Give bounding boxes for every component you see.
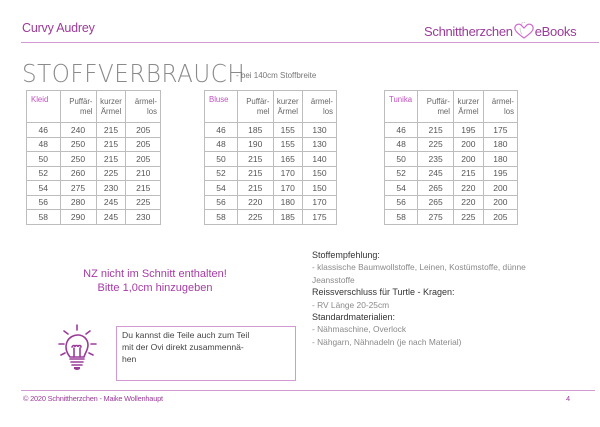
size-cell: 58	[205, 210, 238, 225]
column-header-line: Puffär-	[246, 96, 270, 106]
column-header	[96, 91, 126, 123]
column-header	[454, 91, 484, 123]
materials-item-1: - Nähmaschine, Overlock	[312, 324, 407, 335]
column-header-line: ärmel-	[310, 96, 333, 106]
size-cell: 52	[205, 166, 238, 181]
column-header-line: Ärmel	[458, 106, 479, 116]
category-label: Kleid	[27, 91, 61, 123]
table-row	[205, 210, 337, 225]
page-number: 4	[566, 394, 571, 403]
value-cell: 215	[418, 123, 454, 138]
size-cell: 46	[205, 123, 238, 138]
fabric-table-bluse	[204, 90, 337, 225]
seam-allowance-note	[40, 267, 270, 295]
header-title: Curvy Audrey	[22, 21, 95, 35]
value-cell: 230	[126, 210, 161, 225]
value-cell: 220	[454, 195, 484, 210]
brand-logo	[424, 22, 576, 40]
value-cell: 260	[60, 166, 96, 181]
value-cell: 235	[418, 152, 454, 167]
value-cell: 225	[238, 210, 274, 225]
value-cell: 290	[60, 210, 96, 225]
value-cell: 220	[238, 195, 274, 210]
value-cell: 225	[418, 137, 454, 152]
fabric-item-1: - klassische Baumwollstoffe, Leinen, Kostümstoffe, dünne	[312, 262, 526, 273]
value-cell: 175	[483, 123, 517, 138]
value-cell: 180	[273, 195, 303, 210]
fabric-table-kleid	[26, 90, 161, 225]
value-cell: 275	[60, 181, 96, 196]
value-cell: 225	[96, 166, 126, 181]
zipper-heading: Reissverschluss für Turtle - Kragen:	[312, 287, 455, 298]
value-cell: 225	[126, 195, 161, 210]
table-row	[27, 181, 161, 196]
brand-suffix: eBooks	[534, 24, 577, 39]
value-cell: 190	[238, 137, 274, 152]
value-cell: 240	[60, 123, 96, 138]
value-cell: 140	[303, 152, 337, 167]
size-cell: 56	[205, 195, 238, 210]
page-subtitle: - bei 140cm Stoffbreite	[236, 71, 317, 80]
value-cell: 245	[96, 210, 126, 225]
value-cell: 185	[238, 123, 274, 138]
value-cell: 225	[454, 210, 484, 225]
value-cell: 210	[126, 166, 161, 181]
value-cell: 130	[303, 137, 337, 152]
size-cell: 50	[27, 152, 61, 167]
value-cell: 205	[126, 137, 161, 152]
value-cell: 200	[483, 181, 517, 196]
footer-divider	[21, 390, 595, 391]
table-row	[385, 137, 518, 152]
value-cell: 230	[96, 181, 126, 196]
tip-line-1: Du kannst die Teile auch zum Teil	[122, 330, 250, 340]
table-row	[385, 166, 518, 181]
tip-line-2: mit der Ovi direkt zusammennä-	[122, 342, 244, 352]
table-row	[27, 166, 161, 181]
value-cell: 250	[60, 152, 96, 167]
note-line-2: Bitte 1,0cm hinzugeben	[97, 282, 213, 294]
value-cell: 215	[454, 166, 484, 181]
size-cell: 50	[205, 152, 238, 167]
value-cell: 185	[273, 210, 303, 225]
table-row	[385, 210, 518, 225]
category-label: Tunika	[385, 91, 418, 123]
note-line-1: NZ nicht im Schnitt enthalten!	[83, 268, 227, 280]
table-row	[385, 152, 518, 167]
table-header-row	[205, 91, 337, 123]
size-cell: 54	[205, 181, 238, 196]
column-header-line: mel	[256, 106, 270, 116]
table-header-row	[385, 91, 518, 123]
column-header-line: Ärmel	[277, 106, 298, 116]
value-cell: 175	[303, 210, 337, 225]
table-row	[27, 137, 161, 152]
size-cell: 52	[385, 166, 418, 181]
materials-heading: Standardmaterialien:	[312, 312, 396, 323]
value-cell: 215	[238, 166, 274, 181]
table-row	[205, 166, 337, 181]
value-cell: 265	[418, 195, 454, 210]
materials-item-2: - Nähgarn, Nähnadeln (je nach Material)	[312, 336, 462, 347]
value-cell: 215	[238, 152, 274, 167]
column-header-line: mel	[437, 106, 451, 116]
table-row	[205, 195, 337, 210]
value-cell: 165	[273, 152, 303, 167]
fabric-item-2: Jeansstoffe	[312, 274, 355, 285]
value-cell: 155	[273, 137, 303, 152]
column-header-line: ärmel-	[491, 96, 514, 106]
value-cell: 245	[96, 195, 126, 210]
fabric-heading: Stoffempfehlung:	[312, 250, 380, 260]
column-header-line: Puffär-	[69, 96, 93, 106]
value-cell: 265	[418, 181, 454, 196]
value-cell: 150	[303, 181, 337, 196]
table-row	[385, 181, 518, 196]
table-row	[205, 137, 337, 152]
value-cell: 200	[454, 137, 484, 152]
column-header-line: los	[147, 106, 157, 116]
header-divider	[21, 42, 599, 43]
value-cell: 195	[454, 123, 484, 138]
lightbulb-icon	[58, 324, 98, 372]
column-header-line: Ärmel	[100, 106, 122, 116]
page-title: STOFFVERBRAUCH	[22, 59, 246, 88]
value-cell: 180	[483, 137, 517, 152]
value-cell: 205	[126, 152, 161, 167]
value-cell: 170	[273, 166, 303, 181]
tip-box	[116, 326, 296, 381]
value-cell: 180	[483, 152, 517, 167]
column-header-line: kurzer	[276, 96, 299, 106]
value-cell: 130	[303, 123, 337, 138]
size-cell: 58	[27, 210, 61, 225]
column-header	[418, 91, 454, 123]
table-row	[27, 152, 161, 167]
table-row	[385, 123, 518, 138]
value-cell: 205	[483, 210, 517, 225]
column-header-line: ärmel-	[134, 96, 157, 106]
table-row	[27, 195, 161, 210]
value-cell: 215	[126, 181, 161, 196]
value-cell: 215	[96, 123, 126, 138]
column-header	[273, 91, 303, 123]
materials-info	[312, 249, 597, 348]
column-header-line: mel	[79, 106, 93, 116]
column-header	[238, 91, 274, 123]
size-cell: 46	[27, 123, 61, 138]
column-header-line: los	[323, 106, 333, 116]
column-header-line: kurzer	[457, 96, 480, 106]
value-cell: 215	[96, 152, 126, 167]
column-header	[483, 91, 517, 123]
size-cell: 56	[385, 195, 418, 210]
value-cell: 245	[418, 166, 454, 181]
column-header-line: Puffär-	[426, 96, 451, 106]
table-row	[205, 152, 337, 167]
column-header	[303, 91, 337, 123]
column-header	[126, 91, 161, 123]
value-cell: 275	[418, 210, 454, 225]
size-cell: 54	[385, 181, 418, 196]
value-cell: 150	[303, 166, 337, 181]
table-row	[27, 123, 161, 138]
value-cell: 250	[60, 137, 96, 152]
size-cell: 48	[27, 137, 61, 152]
tip-line-3: hen	[122, 354, 137, 364]
value-cell: 170	[273, 181, 303, 196]
value-cell: 280	[60, 195, 96, 210]
table-row	[205, 123, 337, 138]
zipper-item-1: - RV Länge 20-25cm	[312, 299, 390, 310]
size-cell: 56	[27, 195, 61, 210]
column-header	[60, 91, 96, 123]
category-label: Bluse	[205, 91, 238, 123]
value-cell: 215	[96, 137, 126, 152]
column-header-line: kurzer	[100, 96, 122, 106]
heart-logo-icon	[513, 22, 535, 40]
table-row	[385, 195, 518, 210]
column-header-line: los	[504, 106, 514, 116]
value-cell: 170	[303, 195, 337, 210]
brand-name: Schnittherzchen	[424, 24, 513, 39]
table-row	[27, 210, 161, 225]
value-cell: 205	[126, 123, 161, 138]
size-cell: 52	[27, 166, 61, 181]
value-cell: 155	[273, 123, 303, 138]
footer-copyright: © 2020 Schnittherzchen - Maike Wollenhaupt	[23, 394, 163, 403]
value-cell: 195	[483, 166, 517, 181]
size-cell: 48	[385, 137, 418, 152]
size-cell: 50	[385, 152, 418, 167]
value-cell: 215	[238, 181, 274, 196]
value-cell: 200	[483, 195, 517, 210]
size-cell: 58	[385, 210, 418, 225]
table-row	[205, 181, 337, 196]
value-cell: 220	[454, 181, 484, 196]
size-cell: 48	[205, 137, 238, 152]
table-header-row	[27, 91, 161, 123]
size-cell: 46	[385, 123, 418, 138]
fabric-table-tunika	[384, 90, 518, 225]
size-cell: 54	[27, 181, 61, 196]
value-cell: 200	[454, 152, 484, 167]
